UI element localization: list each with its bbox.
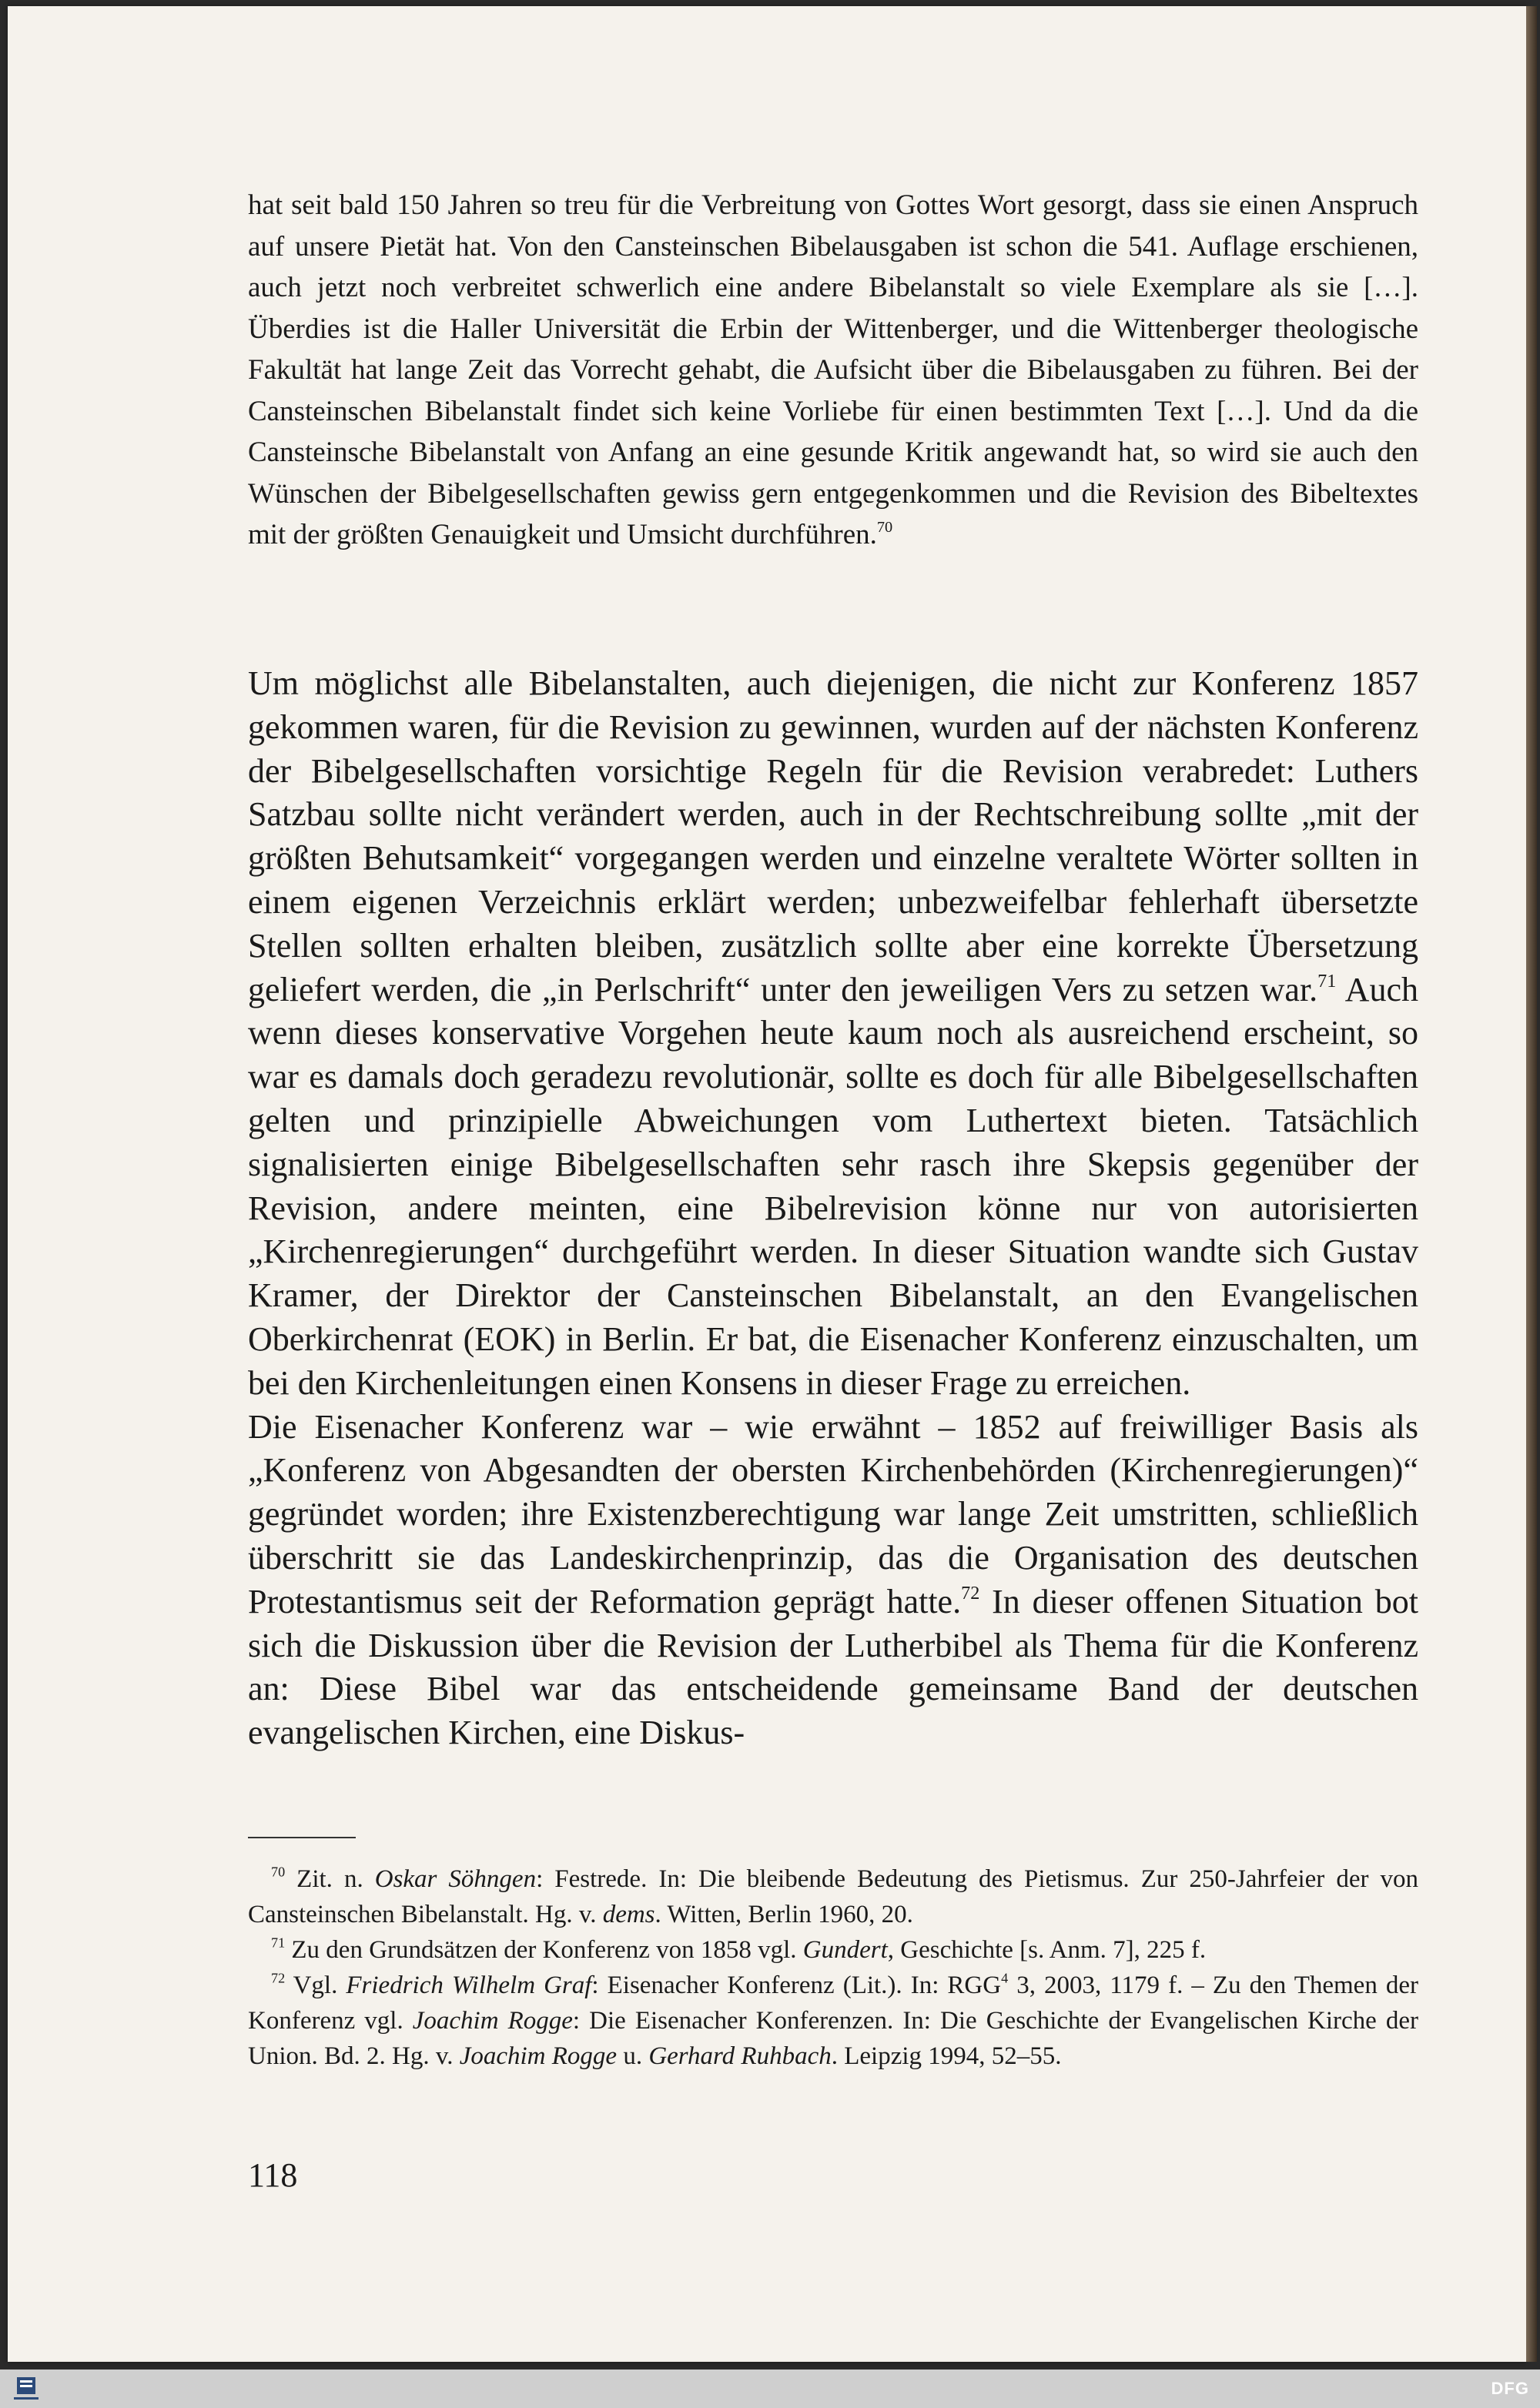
footnote-author: Gundert	[802, 1936, 888, 1964]
footnote-superscript: 4	[1001, 1970, 1009, 1986]
footnote-author: Gerhard Ruhbach	[648, 2042, 832, 2070]
footnote-number: 71	[271, 1935, 286, 1951]
footnote-72	[248, 1968, 1418, 2074]
book-edge	[1526, 6, 1537, 2362]
footnote-author: Joachim Rogge	[459, 2042, 618, 2070]
quote-text: hat seit bald 150 Jahren so treu für die Verbreitung von Gottes Wort gesorgt, dass sie einen Anspruch auf unsere Pietät hat. Von den Cansteinschen Bibelausgaben ist schon die 541. Auflage erschienen, auch jetzt noch verbreitet schwerlich eine andere Bibelanstalt so viele Exemplare als sie […]. Überdies ist die Haller Universität die Erbin der Wittenberger, und die Wittenberger theologische Fakultät hat lange Zeit das Vorrecht gehabt, die Aufsicht über die Bibelausgaben zu führen. Bei der Cansteinschen Bibelanstalt findet sich keine Vorliebe für einen bestimmten Text […]. Und da die Cansteinsche Bibelanstalt von Anfang an eine gesunde Kritik angewandt hat, so wird sie auch den Wünschen der Bibelgesellschaften gewiss gern entgegenkommen und die Revision des Bibeltextes mit der größten Genauigkeit und Umsicht durchführen.	[248, 189, 1418, 550]
footnote-text: : Die Eisenacher Konferenzen. In: Die Geschichte der Evangelischen Kirche der Union. Bd. 2. Hg. v.	[248, 2007, 1418, 2070]
viewer-footer-bar	[0, 2370, 1540, 2408]
footnote-divider	[248, 1837, 356, 1838]
footnote-71	[248, 1932, 1418, 1968]
paragraph-2-part-2: In dieser offenen Situation bot sich die Diskussion über die Revision der Lutherbibel als Thema für die Konferenz an: Diese Bibel war das entscheidende gemeinsame Band der deutschen evangelischen Kirchen, eine Diskus-	[248, 1582, 1418, 1752]
footnote-text: Zu den Grundsätzen der Konferenz von 1858 vgl.	[285, 1936, 803, 1964]
footnote-70	[248, 1861, 1418, 1932]
footnote-number: 70	[271, 1864, 286, 1880]
block-quote	[248, 185, 1418, 556]
footnote-ref-70: 70	[876, 518, 893, 536]
paragraph-2-part-1: Die Eisenacher Konferenz war – wie erwähnt – 1852 auf freiwilliger Basis als „Konferenz von Abgesandten der obersten Kirchenbehörden (Kirchenregierungen)“ gegründet worden; ihre Existenzberechtigung war lange Zeit umstritten, schließlich überschritt sie das Landeskirchenprinzip, das die Organisation des deutschen Protestantismus seit der Reformation geprägt hatte.	[248, 1407, 1418, 1620]
body-text	[248, 662, 1418, 1755]
footnote-author: Oskar Söhngen	[374, 1865, 537, 1893]
footnote-text: : Festrede. In: Die bleibende Bedeutung des Pietismus. Zur 250-Jahrfeier der von Cansteinschen Bibelanstalt. Hg. v.	[248, 1865, 1418, 1928]
footnote-ref-72: 72	[961, 1582, 980, 1604]
footnote-text: , Geschichte [s. Anm. 7], 225 f.	[887, 1936, 1207, 1964]
footnote-text: Vgl.	[285, 1972, 346, 1999]
footnote-ref-71: 71	[1317, 970, 1337, 992]
footnote-text: : Eisenacher Konferenz (Lit.). In: RGG	[591, 1972, 1002, 1999]
paragraph-1-part-2: Auch wenn dieses konservative Vorgehen heute kaum noch als ausreichend erscheint, so war es damals doch geradezu revolutionär, sollte es doch für alle Bibelgesellschaften gelten und prinzipielle Abweichungen vom Luthertext bieten. Tatsächlich signalisierten einige Bibelgesellschaften sehr rasch ihre Skepsis gegenüber der Revision, andere meinten, eine Bibelrevision könne nur von autorisierten „Kirchenregierungen“ durchgeführt werden. In dieser Situation wandte sich Gustav Kramer, der Direktor der Cansteinschen Bibelanstalt, an den Evangelischen Oberkirchenrat (EOK) in Berlin. Er bat, die Eisenacher Konferenz einzuschalten, um bei den Kirchenleitungen einen Konsens in dieser Frage zu erreichen.	[248, 970, 1418, 1402]
paragraph-1-part-1: Um möglichst alle Bibelanstalten, auch diejenigen, die nicht zur Konferenz 1857 gekommen waren, für die Revision zu gewinnen, wurden auf der nächsten Konferenz der Bibelgesellschaften vorsichtige Regeln für die Revision verabredet: Luthers Satzbau sollte nicht verändert werden, auch in der Rechtschreibung sollte „mit der größten Behutsamkeit“ vorgegangen werden und einzelne veraltete Wörter sollten in einem eigenen Verzeichnis erklärt werden; unbezweifelbar fehlerhaft übersetzte Stellen sollten erhalten bleiben, zusätzlich sollte aber eine korrekte Übersetzung geliefert werden, die „in Perlschrift“ unter den jeweiligen Vers zu setzen war.	[248, 664, 1418, 1008]
library-logo-icon[interactable]	[11, 2376, 42, 2403]
page-number: 118	[248, 2156, 298, 2194]
footnote-text: . Witten, Berlin 1960, 20.	[654, 1901, 913, 1928]
footnote-author: dems	[602, 1901, 655, 1928]
footnote-text: Zit. n.	[285, 1865, 375, 1893]
footnotes	[248, 1861, 1418, 2074]
footnote-author: Joachim Rogge	[412, 2007, 573, 2035]
footnote-text: u.	[617, 2042, 649, 2070]
footnote-number: 72	[271, 1970, 286, 1986]
footnote-text: 3, 2003, 1179 f. – Zu den Themen der Konferenz vgl.	[248, 1972, 1418, 2035]
quote-paragraph	[248, 185, 1418, 556]
paragraph-2	[248, 1406, 1418, 1755]
paragraph-1	[248, 662, 1418, 1406]
dfg-logo[interactable]: DFG	[1491, 2379, 1529, 2398]
footnote-text: . Leipzig 1994, 52–55.	[831, 2042, 1062, 2070]
footnote-author: Friedrich Wilhelm Graf	[346, 1972, 592, 1999]
